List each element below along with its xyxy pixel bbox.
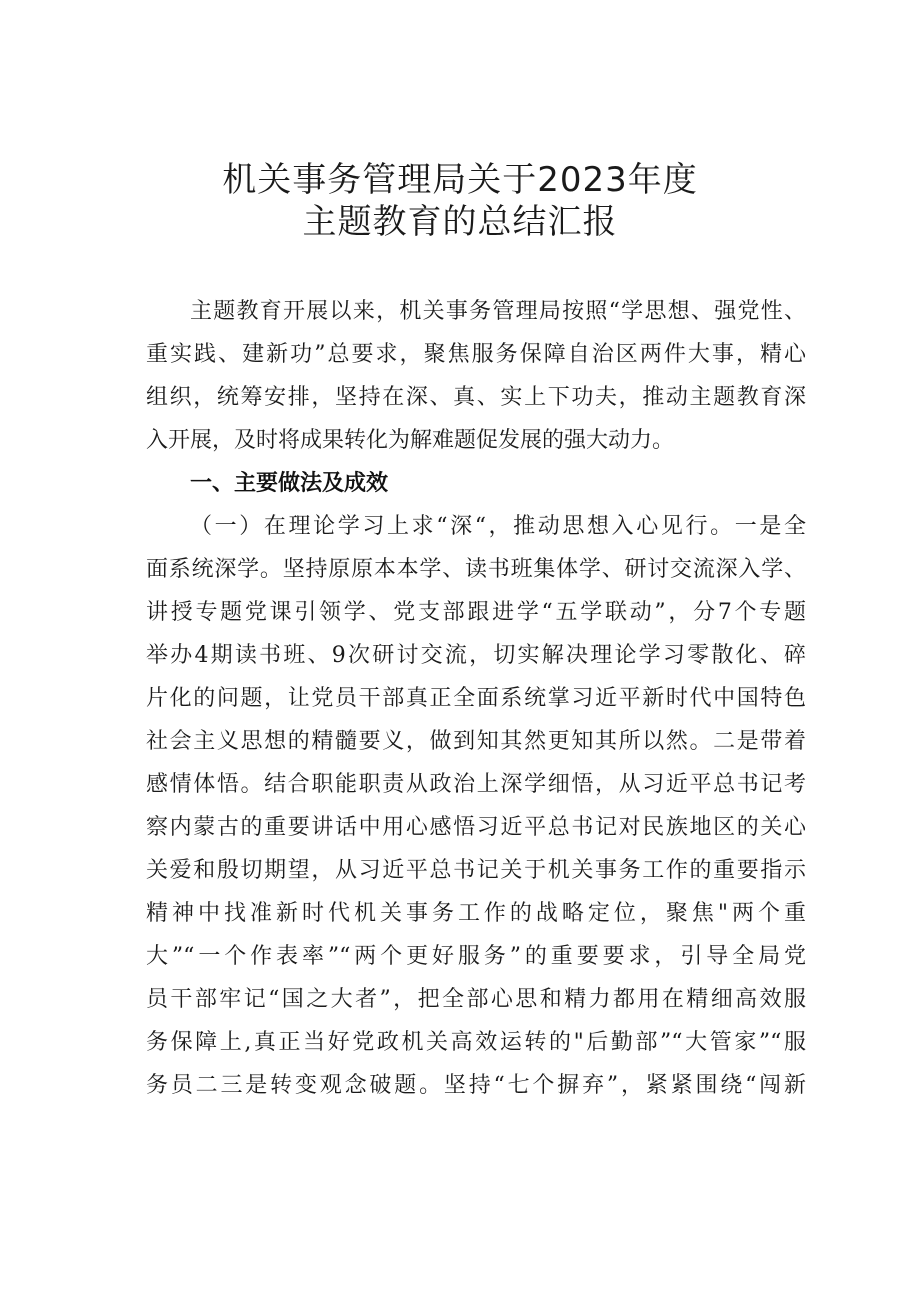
paragraph-line: 主题教育开展以来，机关事务管理局按照“学思想、强党性、	[190, 299, 806, 324]
paragraph-line: 举办4期读书班、9次研讨交流，切实解决理论学习零散化、碎	[146, 643, 806, 668]
paragraph-line: 重实践、建新功”总要求，聚焦服务保障自治区两件大事，精心	[146, 342, 806, 367]
paragraph-line: 务员二三是转变观念破题。坚持“七个摒弃”，紧紧围绕“闯新	[146, 1073, 806, 1098]
document-title-line-2: 主题教育的总结汇报	[302, 202, 618, 242]
paragraph-line: 社会主义思想的精髓要义，做到知其然更知其所以然。二是带着	[146, 729, 806, 754]
paragraph-line: 面系统深学。坚持原原本本学、读书班集体学、研讨交流深入学、	[146, 557, 806, 582]
paragraph-line: 务保障上,真正当好党政机关高效运转的"后勤部”“大管家”“服	[146, 1030, 806, 1055]
paragraph-line: 员干部牢记“国之大者”，把全部心思和精力都用在精细高效服	[146, 987, 806, 1012]
paragraph-line: 入开展，及时将成果转化为解难题促发展的强大动力。	[146, 428, 675, 453]
paragraph-line: 组织，统筹安排，坚持在深、真、实上下功夫，推动主题教育深	[146, 385, 806, 410]
paragraph-line: （一）在理论学习上求“深“，推动思想入心见行。一是全	[190, 514, 806, 539]
paragraph-line: 关爱和殷切期望，从习近平总书记关于机关事务工作的重要指示	[146, 858, 806, 883]
document-title-line-1: 机关事务管理局关于2023年度	[222, 160, 698, 200]
paragraph-line: 片化的问题，让党员干部真正全面系统掌习近平新时代中国特色	[146, 686, 806, 711]
paragraph-line: 察内蒙古的重要讲话中用心感悟习近平总书记对民族地区的关心	[146, 815, 806, 840]
paragraph-line: 讲授专题党课引领学、党支部跟进学“五学联动”，分7个专题	[146, 600, 806, 625]
section-heading: 一、主要做法及成效	[190, 471, 389, 496]
paragraph-line: 感情体悟。结合职能职责从政治上深学细悟，从习近平总书记考	[146, 772, 806, 797]
paragraph-line: 精神中找准新时代机关事务工作的战略定位，聚焦"两个重	[146, 901, 806, 926]
paragraph-line: 大”“一个作表率”“两个更好服务”的重要要求，引导全局党	[146, 944, 806, 969]
